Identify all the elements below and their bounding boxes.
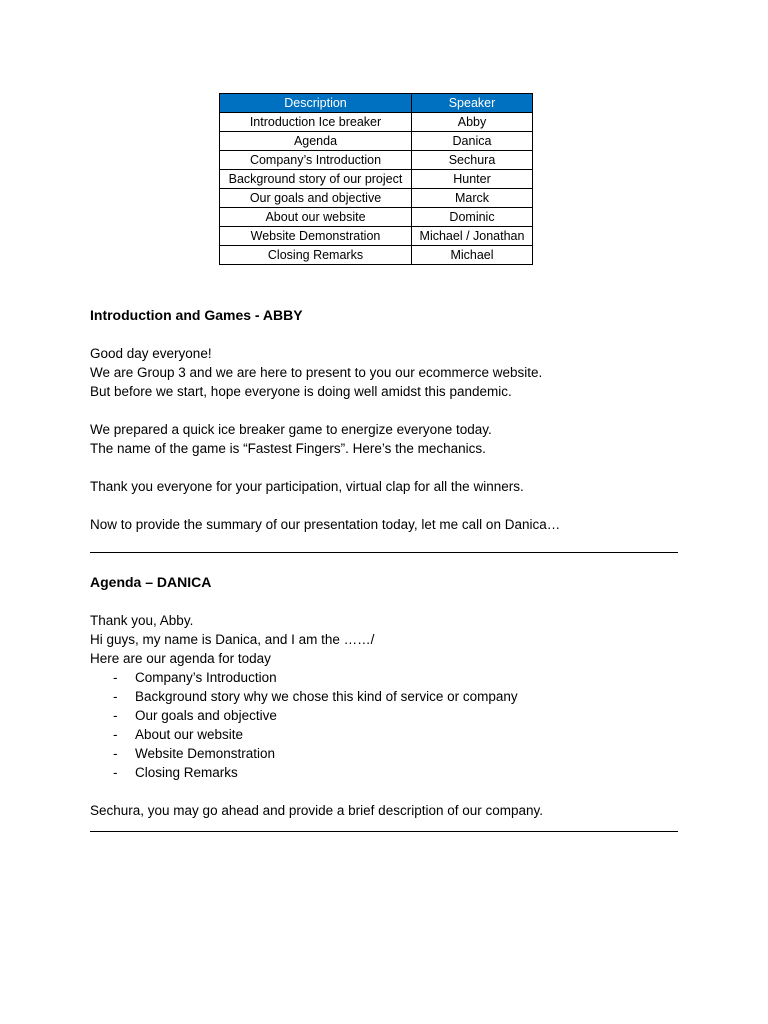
description-cell: Agenda	[220, 132, 412, 151]
table-row	[220, 113, 533, 132]
paragraph-line: The name of the game is “Fastest Fingers”. Here’s the mechanics.	[90, 441, 486, 456]
list-item	[90, 687, 678, 706]
table-row	[220, 170, 533, 189]
agenda-item-text: Website Demonstration	[135, 746, 276, 761]
paragraph-line: Good day everyone!	[90, 346, 212, 361]
description-cell: Company’s Introduction	[220, 151, 412, 170]
description-cell: Website Demonstration	[220, 227, 412, 246]
column-header-description: Description	[220, 94, 412, 113]
speaker-cell: Marck	[412, 189, 533, 208]
table-row	[220, 227, 533, 246]
dash-bullet: -	[113, 670, 118, 685]
table-row	[220, 189, 533, 208]
document-body	[90, 306, 678, 832]
speaker-cell: Hunter	[412, 170, 533, 189]
paragraph-line: Hi guys, my name is Danica, and I am the ……/	[90, 632, 375, 647]
speaker-schedule-table	[219, 93, 533, 265]
description-cell: Closing Remarks	[220, 246, 412, 265]
table-row	[220, 132, 533, 151]
dash-bullet: -	[113, 708, 118, 723]
column-header-speaker: Speaker	[412, 94, 533, 113]
section-heading-introduction: Introduction and Games - ABBY	[90, 307, 303, 323]
paragraph-line: But before we start, hope everyone is doing well amidst this pandemic.	[90, 384, 512, 399]
paragraph-line: We are Group 3 and we are here to present to you our ecommerce website.	[90, 365, 543, 380]
table-row	[220, 208, 533, 227]
dash-bullet: -	[113, 727, 118, 742]
dash-bullet: -	[113, 689, 118, 704]
list-item	[90, 668, 678, 687]
description-cell: Our goals and objective	[220, 189, 412, 208]
agenda-item-text: Company’s Introduction	[135, 670, 277, 685]
agenda-item-text: About our website	[135, 727, 244, 742]
list-item	[90, 744, 678, 763]
speaker-cell: Abby	[412, 113, 533, 132]
description-cell: Introduction Ice breaker	[220, 113, 412, 132]
agenda-list	[90, 668, 678, 782]
speaker-cell: Dominic	[412, 208, 533, 227]
dash-bullet: -	[113, 765, 118, 780]
speaker-cell: Michael / Jonathan	[412, 227, 533, 246]
speaker-cell: Michael	[412, 246, 533, 265]
paragraph-line: We prepared a quick ice breaker game to energize everyone today.	[90, 422, 492, 437]
table-row	[220, 246, 533, 265]
paragraph-line: Thank you, Abby.	[90, 613, 194, 628]
paragraph-line: Now to provide the summary of our presentation today, let me call on Danica…	[90, 517, 561, 532]
list-item	[90, 706, 678, 725]
section-heading-agenda: Agenda – DANICA	[90, 574, 212, 590]
speaker-cell: Danica	[412, 132, 533, 151]
agenda-item-text: Our goals and objective	[135, 708, 277, 723]
paragraph-line: Here are our agenda for today	[90, 651, 271, 666]
paragraph-line: Sechura, you may go ahead and provide a brief description of our company.	[90, 803, 544, 818]
agenda-item-text: Closing Remarks	[135, 765, 238, 780]
section-divider	[90, 831, 678, 832]
dash-bullet: -	[113, 746, 118, 761]
description-cell: Background story of our project	[220, 170, 412, 189]
list-item	[90, 725, 678, 744]
table-row	[220, 151, 533, 170]
list-item	[90, 763, 678, 782]
agenda-item-text: Background story why we chose this kind of service or company	[135, 689, 518, 704]
description-cell: About our website	[220, 208, 412, 227]
table-header-row	[220, 94, 533, 113]
speaker-cell: Sechura	[412, 151, 533, 170]
paragraph-line: Thank you everyone for your participation, virtual clap for all the winners.	[90, 479, 524, 494]
